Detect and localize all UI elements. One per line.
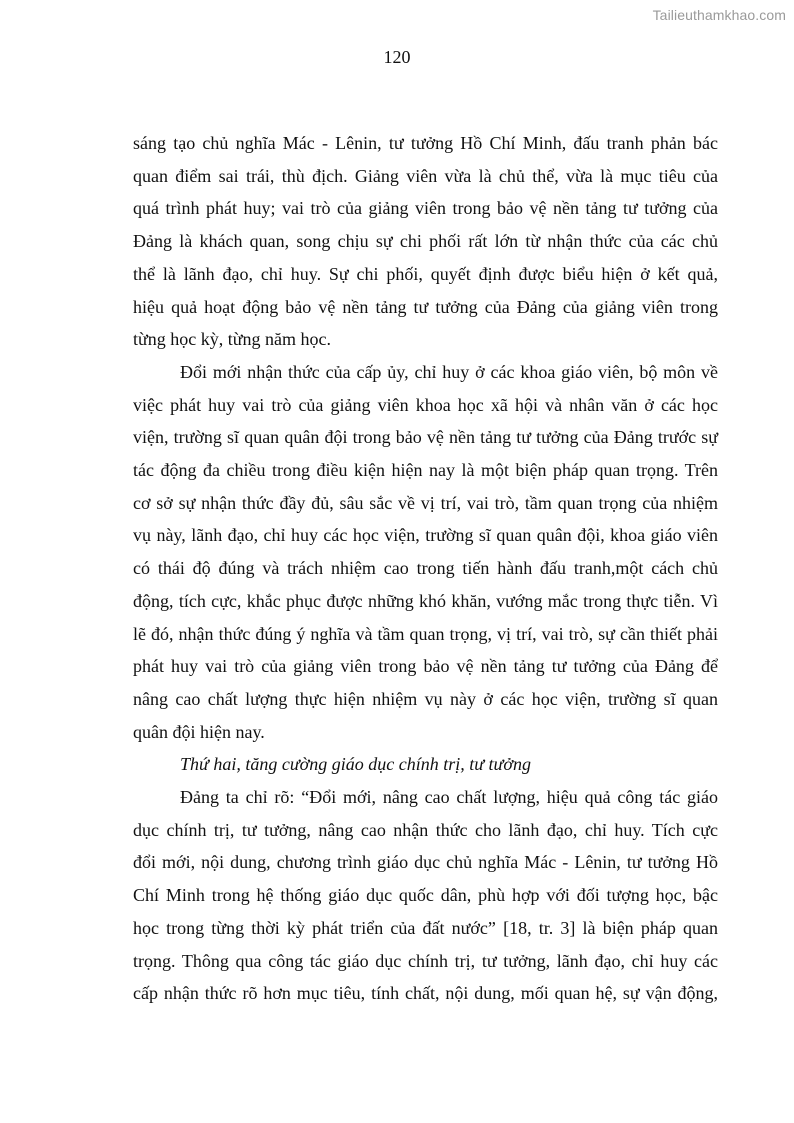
text-line: cấp nhận thức rõ hơn mục tiêu, tính chất, nội dung, mối quan hệ, sự vận động, [133,983,718,1004]
text-line: viện, trường sĩ quan quân đội trong bảo vệ nền tảng tư tưởng của Đảng trước sự [133,427,718,448]
page-number: 120 [383,47,411,67]
text-line: phát huy vai trò của giảng viên trong bảo vệ nền tảng tư tưởng của Đảng để [133,656,718,677]
text-line: quá trình phát huy; vai trò của giảng viên trong bảo vệ nền tảng tư tưởng của [133,198,718,219]
paragraph-political-education [133,781,718,1010]
text-line: cơ sở sự nhận thức đầy đủ, sâu sắc về vị trí, vai trò, tầm quan trọng của nhiệm [133,492,718,513]
text-line: dục chính trị, tư tưởng, nâng cao nhận thức cho lãnh đạo, chỉ huy. Tích cực [133,819,718,840]
text-line: nâng cao chất lượng thực hiện nhiệm vụ này ở các học viện, trường sĩ quan [133,688,718,709]
text-line: sáng tạo chủ nghĩa Mác - Lênin, tư tưởng Hồ Chí Minh, đấu tranh phản bác [133,133,718,153]
text-line: Chí Minh trong hệ thống giáo dục quốc dân, phù hợp với đối tượng học, bậc [133,885,718,906]
text-line: quân đội hiện nay. [133,721,265,742]
text-line: Đảng là khách quan, song chịu sự chi phối rất lớn từ nhận thức của các chủ [133,231,718,252]
section-heading-text: Thứ hai, tăng cường giáo dục chính trị, tư tưởng [180,754,531,775]
text-line: Đảng ta chỉ rõ: “Đổi mới, nâng cao chất lượng, hiệu quả công tác giáo [180,787,718,808]
text-line: học trong từng thời kỳ phát triển của đất nước” [18, tr. 3] là biện pháp quan [133,917,718,938]
text-line: có thái độ đúng và trách nhiệm cao trong tiến hành đấu tranh,một cách chủ [133,558,718,579]
text-line: Đổi mới nhận thức của cấp ủy, chỉ huy ở các khoa giáo viên, bộ môn về [180,361,718,382]
paragraph-continuation [133,127,718,356]
text-line: vụ này, lãnh đạo, chỉ huy các học viện, trường sĩ quan quân đội, khoa giáo viên [133,525,718,546]
text-line: lẽ đó, nhận thức đúng ý nghĩa và tầm quan trọng, vị trí, vai trò, sự cần thiết phải [133,623,718,644]
text-line: hiệu quả hoạt động bảo vệ nền tảng tư tưởng của Đảng của giảng viên trong [133,296,718,317]
text-line: quan điểm sai trái, thù địch. Giảng viên vừa là chủ thể, vừa là mục tiêu của [133,165,718,186]
paragraph-awareness-renewal [133,356,718,748]
document-body [133,127,718,1010]
text-line: từng học kỳ, từng năm học. [133,329,331,350]
section-heading [133,748,718,781]
text-line: trọng. Thông qua công tác giáo dục chính trị, tư tưởng, lãnh đạo, chỉ huy các [133,950,718,971]
watermark: Tailieuthamkhao.com [652,7,786,23]
text-line: việc phát huy vai trò của giảng viên khoa học xã hội và nhân văn ở các học [133,394,718,415]
text-line: tác động đa chiều trong điều kiện hiện nay là một biện pháp quan trọng. Trên [133,460,718,481]
text-line: thể là lãnh đạo, chỉ huy. Sự chi phối, quyết định được biểu hiện ở kết quả, [133,263,718,284]
text-line: đổi mới, nội dung, chương trình giáo dục chủ nghĩa Mác - Lênin, tư tưởng Hồ [133,852,718,873]
text-line: động, tích cực, khắc phục được những khó khăn, vướng mắc trong thực tiễn. Vì [133,590,718,611]
